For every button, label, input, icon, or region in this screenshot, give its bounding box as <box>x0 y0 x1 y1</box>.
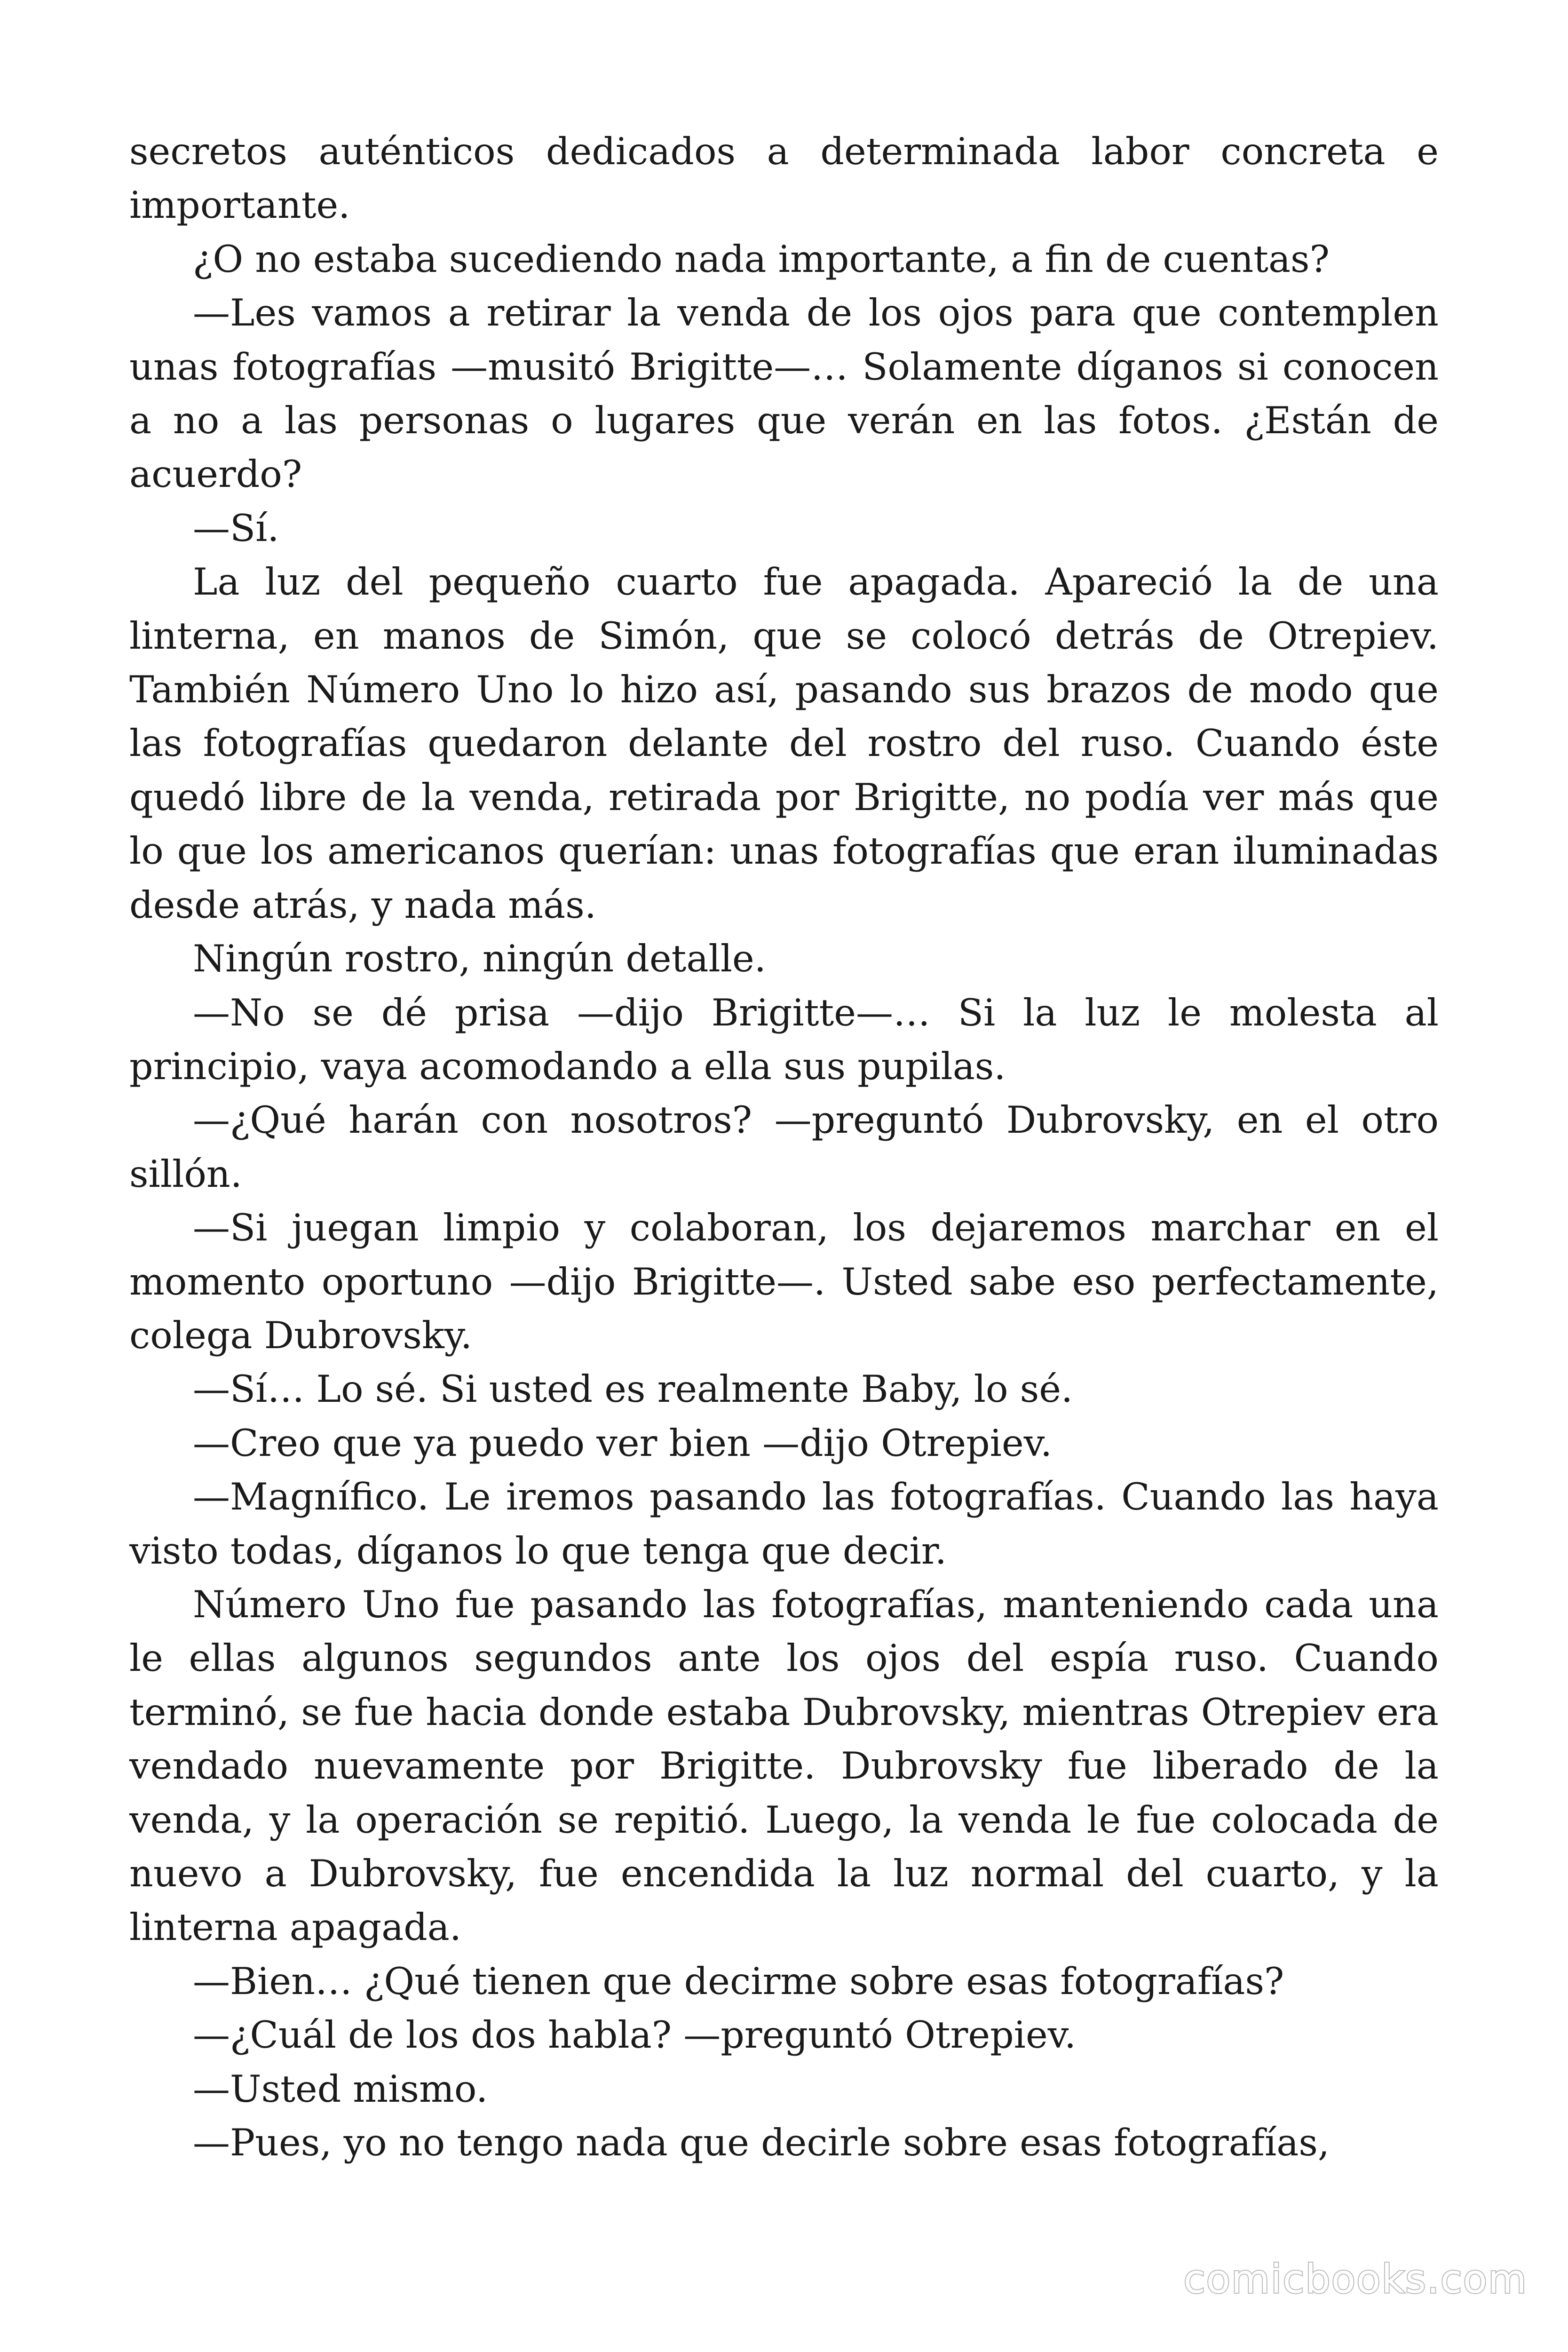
paragraph: —Creo que ya puedo ver bien —dijo Otrepiev. <box>193 1421 1053 1465</box>
paragraph: —¿Qué harán con nosotros? —preguntó Dubrovsky, en el otro sillón. <box>129 1098 1439 1196</box>
paragraph: ¿O no estaba sucediendo nada importante, a fin de cuentas? <box>193 237 1330 281</box>
paragraph: Número Uno fue pasando las fotografías, manteniendo cada una le ellas algunos segundos ante los ojos del espía ruso. Cuando terminó, se fue hacia donde estaba Dubrovsky, mientras Otrepiev era vendado nuevamente por Brigitte. Dubrovsky fue liberado de la venda, y la operación se repitió. Luego, la venda le fue colocada de nuevo a Dubrovsky, fue encendida la luz normal del cuarto, y la linterna apagada. <box>129 1582 1439 1949</box>
paragraph: —Pues, yo no tengo nada que decirle sobre esas fotografías, <box>193 2121 1330 2165</box>
paragraph: —Sí. <box>193 506 279 550</box>
paragraph: —Magnífico. Le iremos pasando las fotografías. Cuando las haya visto todas, díganos lo que tenga que decir. <box>129 1475 1439 1573</box>
paragraph: —Bien… ¿Qué tienen que decirme sobre esas fotografías? <box>193 1959 1284 2003</box>
paragraph: La luz del pequeño cuarto fue apagada. Apareció la de una linterna, en manos de Simón, que se colocó detrás de Otrepiev. También Número Uno lo hizo así, pasando sus brazos de modo que las fotografías quedaron delante del rostro del ruso. Cuando éste quedó libre de la venda, retirada por Brigitte, no podía ver más que lo que los americanos querían: unas fotografías que eran iluminadas desde atrás, y nada más. <box>129 560 1439 927</box>
paragraph: secretos auténticos dedicados a determinada labor concreta e importante. <box>129 130 1439 227</box>
paragraph: —Les vamos a retirar la venda de los ojos para que contemplen unas fotografías —musitó Brigitte—… Solamente díganos si conocen a no a las personas o lugares que verán en las fotos. ¿Están de acuerdo? <box>129 291 1439 496</box>
paragraph: —Usted mismo. <box>193 2067 488 2111</box>
paragraph: Ningún rostro, ningún detalle. <box>193 937 766 981</box>
watermark: comicbooks.com <box>1183 2256 1528 2302</box>
paragraph: —¿Cuál de los dos habla? —preguntó Otrepiev. <box>193 2013 1077 2057</box>
paragraph: —Sí… Lo sé. Si usted es realmente Baby, lo sé. <box>193 1367 1073 1411</box>
paragraph: —Si juegan limpio y colaboran, los dejaremos marchar en el momento oportuno —dijo Brigitte—. Usted sabe eso perfectamente, colega Dubrovsky. <box>129 1206 1439 1357</box>
page-body <box>129 125 1439 2169</box>
paragraph: —No se dé prisa —dijo Brigitte—… Si la luz le molesta al principio, vaya acomodando a ella sus pupilas. <box>129 991 1439 1088</box>
